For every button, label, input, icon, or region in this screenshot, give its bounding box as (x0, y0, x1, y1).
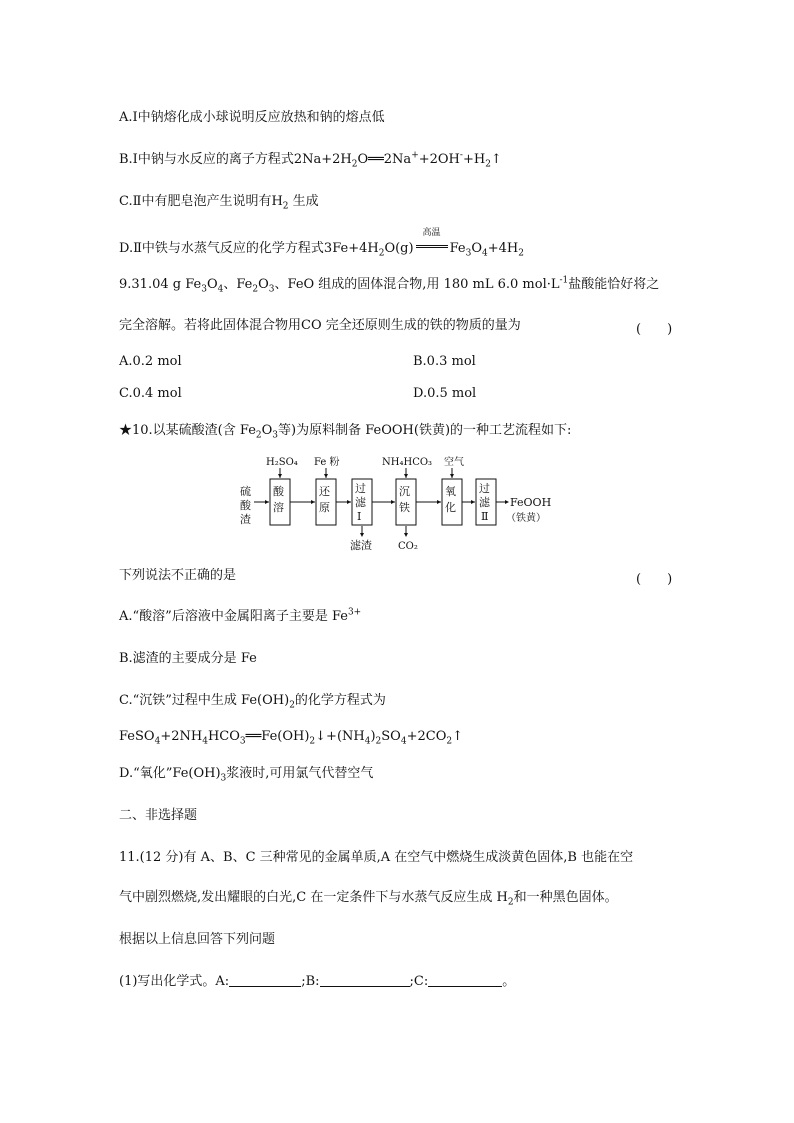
box1-text-2: 溶 (273, 501, 284, 514)
q11-stem-line1: 11.(12 分)有 A、B、C 三种常见的金属单质,A 在空气中燃烧生成淡黄色固体,B 也能在空 (119, 850, 634, 865)
reagent-h2so4: H₂SO₄ (266, 457, 298, 468)
byproduct-co2: CO₂ (398, 541, 418, 552)
q9-stem-line1: 9.31.04 g $Fe_3O_4$、$Fe_2O_3$、FeO 组成的固体混合物,用 180 mL 6.0 $mol\cdot L^{-1}$盐酸能恰好将之 (119, 275, 660, 295)
box6-text-2: 滤 (479, 496, 490, 509)
q8-option-b: B.Ⅰ中钠与水反应的离子方程式$2Na+2H_2O══2Na^++2OH^-+H_2↑$ (119, 150, 502, 170)
q9-stem-line2: 完全溶解。若将此固体混合物用CO 完全还原则生成的铁的物质的量为 (119, 318, 521, 333)
answer-parenthesis: ( ) (636, 322, 673, 337)
q10-option-a: A.“酸溶”后溶液中金属阳离子主要是 $Fe^{3+}$ (119, 607, 362, 624)
box3-text-3: Ⅰ (357, 510, 362, 523)
reagent-air: 空气 (444, 457, 464, 468)
box6-text-1: 过 (479, 482, 490, 495)
box5-text-1: 氧 (445, 485, 456, 498)
flow-start-1: 硫 (240, 485, 251, 498)
q8-option-c: C.Ⅱ中有肥皂泡产生说明有$H_2$ 生成 (119, 194, 319, 212)
q9-option-b: B.0.3 mol (413, 354, 476, 369)
box2-text-1: 还 (319, 485, 330, 498)
product-feooh: FeOOH (510, 496, 552, 509)
q11-stem-line3: 根据以上信息回答下列问题 (119, 932, 276, 947)
q11-stem-line2: 气中剧烈燃烧,发出耀眼的白光,C 在一定条件下与水蒸气反应生成 $H_2$和一种黑色固体。 (119, 890, 618, 908)
flow-start-3: 渣 (240, 513, 251, 526)
q10-question: 下列说法不正确的是 (119, 568, 237, 583)
answer-blank-c[interactable] (428, 974, 502, 987)
box4-text-2: 铁 (399, 501, 410, 514)
q9-option-d: D.0.5 mol (413, 386, 477, 401)
q8-option-d: D.Ⅱ中铁与水蒸气反应的化学方程式$3Fe+4H_2O(g)$ 高温 $Fe_3O_4+4H_2$ (119, 228, 524, 259)
reagent-nh4hco3: NH₄HCO₃ (382, 457, 433, 468)
box4-text-1: 沉 (399, 485, 410, 498)
answer-parenthesis-2: ( ) (636, 572, 673, 587)
q8-option-a: A.Ⅰ中钠熔化成小球说明反应放热和钠的熔点低 (119, 110, 385, 125)
reagent-fe: Fe 粉 (314, 457, 340, 468)
answer-blank-a[interactable] (229, 974, 301, 987)
q10-option-d: D.“氧化$”Fe(OH)_3$浆液时,可用氯气代替空气 (119, 766, 374, 784)
box2-text-2: 原 (319, 501, 330, 514)
product-note: （铁黄） (506, 513, 546, 524)
q10-option-b: B.滤渣的主要成分是 Fe (119, 651, 257, 666)
box3-text-1: 过 (355, 482, 366, 495)
q9-option-c: C.0.4 mol (119, 386, 182, 401)
process-flow-diagram (236, 449, 566, 559)
q10-stem: ★10.以某硫酸渣(含 $Fe_2O_3$等)为原料制备 FeOOH(铁黄)的一种工艺流程如下: (119, 423, 572, 441)
reaction-condition: 高温 (414, 238, 450, 254)
flow-start-2: 酸 (240, 499, 251, 512)
box6-text-3: Ⅱ (481, 510, 489, 523)
q10-equation: $FeSO_4+2NH_4HCO_3══Fe(OH)_2↓+(NH_4)_2SO_4+2CO_2↑$ (119, 729, 464, 747)
q9-option-a: A.0.2 mol (119, 354, 182, 369)
section-heading: 二、非选择题 (119, 808, 198, 823)
box1-text-1: 酸 (273, 485, 284, 498)
box5-text-2: 化 (445, 501, 456, 514)
byproduct-residue: 滤渣 (350, 539, 372, 552)
q10-option-c: C.“沉铁”过程中生成 $Fe(OH)_2$的化学方程式为 (119, 693, 386, 711)
answer-blank-b[interactable] (320, 974, 410, 987)
q11-sub-1: (1)写出化学式。A: ;B: ;C: 。 (119, 974, 516, 989)
box3-text-2: 滤 (355, 496, 366, 509)
